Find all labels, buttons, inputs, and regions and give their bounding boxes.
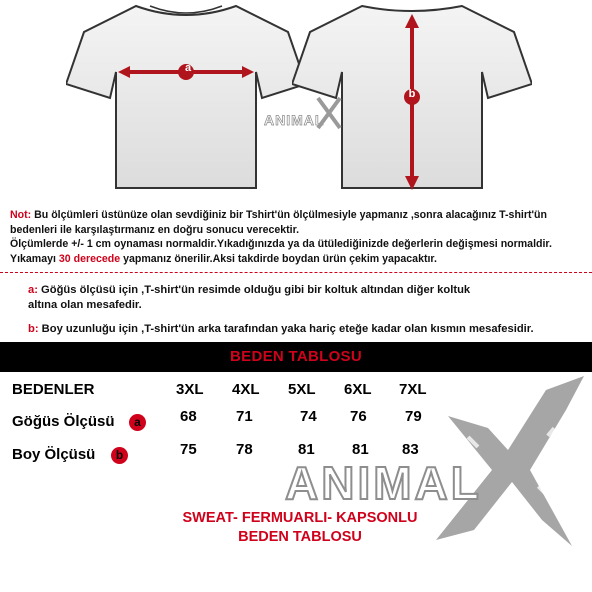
row-chest-label: Göğüs Ölçüsü <box>12 413 115 430</box>
brand-logo-word: ANIMAL <box>285 457 482 509</box>
note-line-4-red: 30 derecede <box>58 252 121 265</box>
length-value-4xl: 78 <box>236 441 253 458</box>
explanation-b-text: Boy uzunluğu için ,T-shirt'ün arka tarafından yaka hariç eteğe kadar olan kısmın mesafesidir. <box>38 323 534 335</box>
note-line-4-pre: Yıkamayı <box>10 252 59 265</box>
dashed-divider <box>0 272 592 273</box>
length-value-7xl: 83 <box>402 441 419 458</box>
chest-value-5xl: 74 <box>300 408 317 425</box>
size-header-3xl: 3XL <box>176 381 204 398</box>
length-value-5xl: 81 <box>298 441 315 458</box>
explanation-a <box>28 283 583 312</box>
row-chest-marker: a <box>129 414 146 431</box>
chest-value-3xl: 68 <box>180 408 197 425</box>
chest-value-6xl: 76 <box>350 408 367 425</box>
size-header-4xl: 4XL <box>232 381 260 398</box>
chest-value-4xl: 71 <box>236 408 253 425</box>
notes-block <box>10 208 584 266</box>
size-header-5xl: 5XL <box>288 381 316 398</box>
row-length-label: Boy Ölçüsü <box>12 446 96 463</box>
note-line-3: Ölçümlerde +/- 1 cm oynaması normaldir.Yıkadığınızda ya da ütülediğinizde değerlerin değişmesi normaldir. <box>10 238 552 250</box>
measure-b-label: b <box>408 88 416 100</box>
brand-small-x-mark <box>316 96 342 130</box>
footer-title-line-2: BEDEN TABLOSU <box>238 529 362 545</box>
explanation-a-text: Göğüs ölçüsü için ,T-shirt'ün resimde olduğu gibi bir koltuk altından diğer koltuk <box>37 284 471 296</box>
size-header-label: BEDENLER <box>12 381 95 398</box>
length-value-3xl: 75 <box>180 441 197 458</box>
front-shirt-diagram <box>66 2 306 194</box>
note-line-4-post: yapmanız önerilir.Aksi takdirde boydan ürün çekim yapacaktır. <box>120 252 437 265</box>
note-line-1: Bu ölçümleri üstünüze olan sevdiğiniz bir Tshirt'ün ölçülmesiyle yapmanız ,sonra alacağınız T-shirt'ün <box>31 209 547 221</box>
measure-a-label: a <box>184 62 192 74</box>
explanation-a-prefix: a: <box>28 284 38 296</box>
size-header-6xl: 6XL <box>344 381 372 398</box>
length-value-6xl: 81 <box>352 441 369 458</box>
brand-small-logo: ANIMAL <box>264 112 325 128</box>
note-prefix: Not: <box>10 209 32 221</box>
explanation-a-text-2: altına olan mesafedir. <box>28 298 142 311</box>
explanation-b <box>28 322 583 337</box>
footer-title-line-1: SWEAT- FERMUARLI- KAPSONLU <box>182 510 418 526</box>
note-line-2: bedenleri ile karşılaştırmanız en doğru sonucu verecektir. <box>10 223 300 236</box>
explanation-b-prefix: b: <box>28 323 39 335</box>
chest-value-7xl: 79 <box>405 408 422 425</box>
size-header-7xl: 7XL <box>399 381 427 398</box>
row-length-marker: b <box>111 447 128 464</box>
size-table-band-title: BEDEN TABLOSU <box>0 342 592 372</box>
